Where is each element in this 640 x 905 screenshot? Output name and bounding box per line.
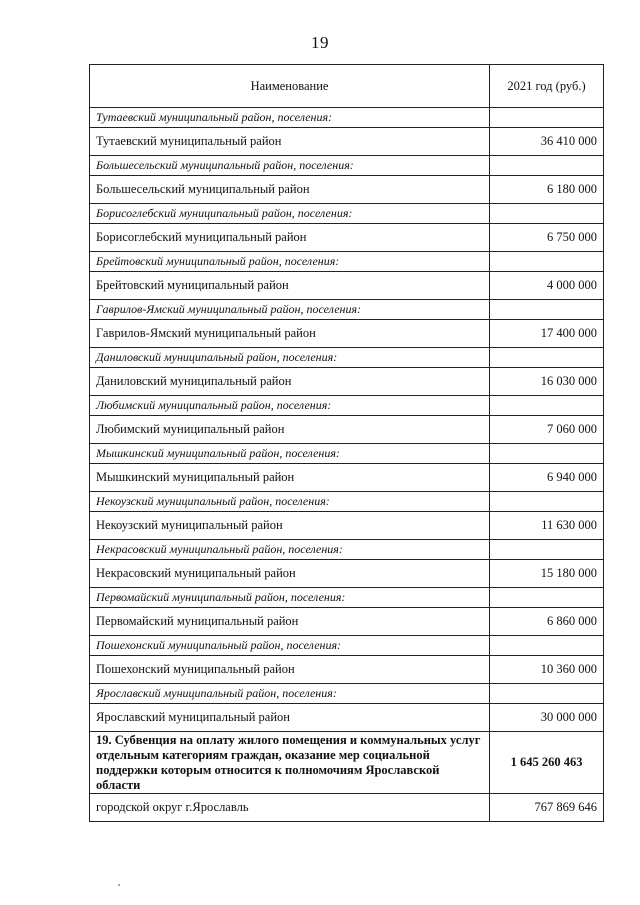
group-label: Даниловский муниципальный район, поселения: (90, 348, 490, 368)
group-amount-empty (490, 684, 604, 704)
district-name: Некоузский муниципальный район (90, 512, 490, 540)
section-row (90, 732, 604, 794)
group-label: Мышкинский муниципальный район, поселения: (90, 444, 490, 464)
district-name: Любимский муниципальный район (90, 416, 490, 444)
group-label: Любимский муниципальный район, поселения: (90, 396, 490, 416)
group-row (90, 444, 604, 464)
group-amount-empty (490, 396, 604, 416)
table-body (90, 108, 604, 822)
district-amount: 6 750 000 (490, 224, 604, 252)
group-row (90, 300, 604, 320)
group-row (90, 108, 604, 128)
district-name: Мышкинский муниципальный район (90, 464, 490, 492)
district-row (90, 224, 604, 252)
district-amount: 11 630 000 (490, 512, 604, 540)
district-amount: 6 180 000 (490, 176, 604, 204)
group-label: Большесельский муниципальный район, поселения: (90, 156, 490, 176)
district-amount: 10 360 000 (490, 656, 604, 684)
district-row (90, 176, 604, 204)
group-row (90, 348, 604, 368)
group-label: Тутаевский муниципальный район, поселения: (90, 108, 490, 128)
district-row (90, 416, 604, 444)
budget-table (89, 64, 604, 822)
district-amount: 4 000 000 (490, 272, 604, 300)
district-name: Борисоглебский муниципальный район (90, 224, 490, 252)
district-row (90, 512, 604, 540)
district-amount: 30 000 000 (490, 704, 604, 732)
district-name: Большесельский муниципальный район (90, 176, 490, 204)
section-title: 19. Субвенция на оплату жилого помещения и коммунальных услуг отдельным категориям граждан, оказание мер социальной поддержки которым относится к полномочиям Ярославской области (90, 732, 490, 794)
district-amount: 6 940 000 (490, 464, 604, 492)
header-amount: 2021 год (руб.) (490, 65, 604, 108)
district-amount: 6 860 000 (490, 608, 604, 636)
group-amount-empty (490, 108, 604, 128)
district-name: Первомайский муниципальный район (90, 608, 490, 636)
group-amount-empty (490, 348, 604, 368)
group-label: Некрасовский муниципальный район, поселения: (90, 540, 490, 560)
group-amount-empty (490, 300, 604, 320)
district-amount: 7 060 000 (490, 416, 604, 444)
group-amount-empty (490, 540, 604, 560)
group-amount-empty (490, 636, 604, 656)
district-row (90, 560, 604, 588)
group-label: Гаврилов-Ямский муниципальный район, поселения: (90, 300, 490, 320)
district-name: Даниловский муниципальный район (90, 368, 490, 396)
district-amount: 15 180 000 (490, 560, 604, 588)
district-row (90, 704, 604, 732)
municipality-amount: 767 869 646 (490, 794, 604, 822)
district-amount: 17 400 000 (490, 320, 604, 348)
group-row (90, 252, 604, 272)
header-name: Наименование (90, 65, 490, 108)
group-row (90, 396, 604, 416)
group-label: Некоузский муниципальный район, поселения: (90, 492, 490, 512)
group-label: Ярославский муниципальный район, поселения: (90, 684, 490, 704)
district-row (90, 368, 604, 396)
group-amount-empty (490, 156, 604, 176)
group-label: Пошехонский муниципальный район, поселения: (90, 636, 490, 656)
district-amount: 36 410 000 (490, 128, 604, 156)
group-row (90, 492, 604, 512)
district-name: Ярославский муниципальный район (90, 704, 490, 732)
district-name: Тутаевский муниципальный район (90, 128, 490, 156)
scan-speck (118, 884, 120, 886)
group-label: Первомайский муниципальный район, поселения: (90, 588, 490, 608)
district-row (90, 272, 604, 300)
district-name: Пошехонский муниципальный район (90, 656, 490, 684)
group-row (90, 636, 604, 656)
group-amount-empty (490, 252, 604, 272)
district-name: Гаврилов-Ямский муниципальный район (90, 320, 490, 348)
page-number: 19 (311, 33, 329, 52)
group-amount-empty (490, 492, 604, 512)
group-amount-empty (490, 204, 604, 224)
group-row (90, 684, 604, 704)
group-row (90, 588, 604, 608)
district-name: Брейтовский муниципальный район (90, 272, 490, 300)
group-row (90, 540, 604, 560)
group-amount-empty (490, 588, 604, 608)
district-row (90, 608, 604, 636)
district-row (90, 320, 604, 348)
group-amount-empty (490, 444, 604, 464)
district-row (90, 464, 604, 492)
district-amount: 16 030 000 (490, 368, 604, 396)
group-row (90, 204, 604, 224)
table-header-row (90, 65, 604, 108)
district-name: Некрасовский муниципальный район (90, 560, 490, 588)
group-label: Борисоглебский муниципальный район, поселения: (90, 204, 490, 224)
municipality-name: городской округ г.Ярославль (90, 794, 490, 822)
group-row (90, 156, 604, 176)
municipality-row (90, 794, 604, 822)
district-row (90, 656, 604, 684)
group-label: Брейтовский муниципальный район, поселения: (90, 252, 490, 272)
district-row (90, 128, 604, 156)
section-amount: 1 645 260 463 (490, 732, 604, 794)
